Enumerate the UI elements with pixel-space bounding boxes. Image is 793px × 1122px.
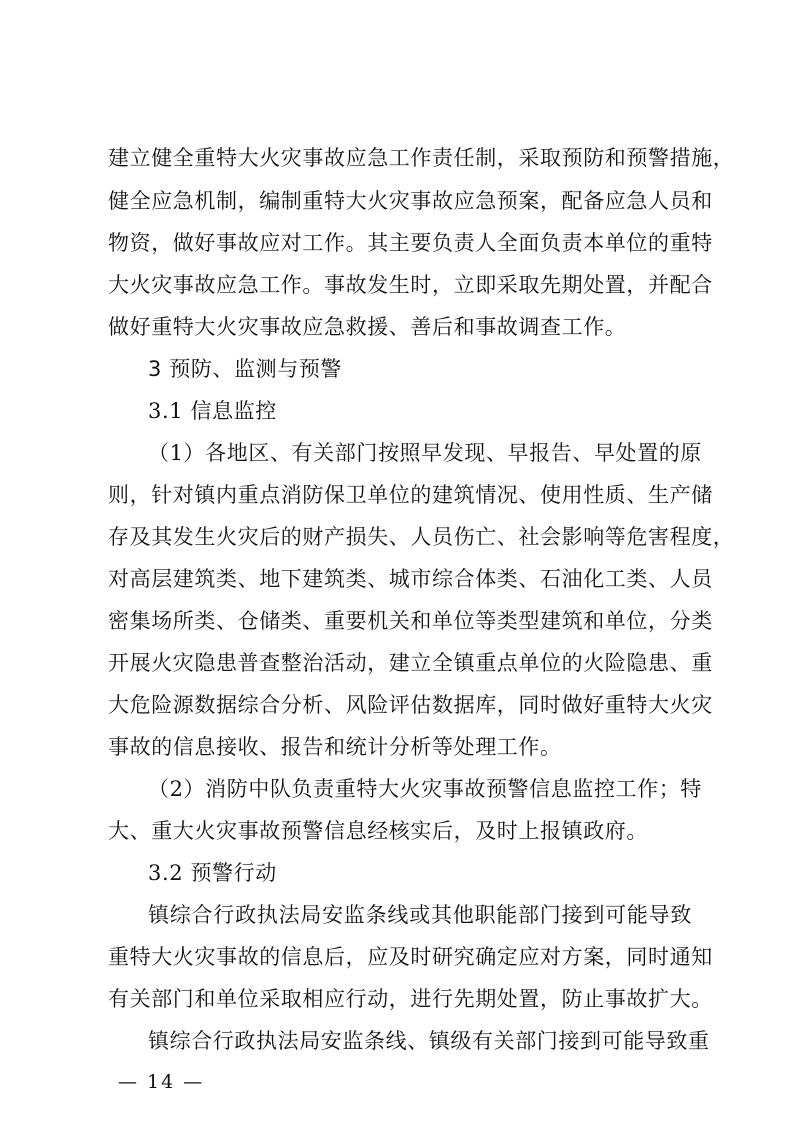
body-text-line: 密集场所类、仓储类、重要机关和单位等类型建筑和单位，分类 [108,609,713,633]
body-text-line: 大火灾事故应急工作。事故发生时，立即采取先期处置，并配合 [108,273,713,297]
body-text-line: 对高层建筑类、地下建筑类、城市综合体类、石油化工类、人员 [108,567,713,591]
body-text-line: 大危险源数据综合分析、风险评估数据库，同时做好重特大火灾 [108,693,713,717]
body-text-line: 镇综合行政执法局安监条线、镇级有关部门接到可能导致重 [148,1029,710,1053]
body-text-line: 则，针对镇内重点消防保卫单位的建筑情况、使用性质、生产储 [108,483,713,507]
body-text-line: 重特大火灾事故的信息后，应及时研究确定应对方案，同时通知 [108,945,713,969]
body-text-line: 大、重大火灾事故预警信息经核实后，及时上报镇政府。 [108,819,648,843]
body-text-line: （1）各地区、有关部门按照早发现、早报告、早处置的原 [148,441,702,465]
page-number: — 14 — [118,1071,205,1093]
body-text-line: 镇综合行政执法局安监条线或其他职能部门接到可能导致 [148,903,692,927]
body-text-line: 建立健全重特大火灾事故应急工作责任制，采取预防和预警措施， [108,146,735,170]
body-text-line: 健全应急机制，编制重特大火灾事故应急预案，配备应急人员和 [108,189,713,213]
body-text-line: 存及其发生火灾后的财产损失、人员伤亡、社会影响等危害程度， [108,525,735,549]
subsection-heading: 3.2 预警行动 [148,861,277,885]
subsection-heading: 3.1 信息监控 [148,399,277,423]
body-text-line: （2）消防中队负责重特大火灾事故预警信息监控工作；特 [148,777,702,801]
body-text-line: 开展火灾隐患普查整治活动，建立全镇重点单位的火险隐患、重 [108,651,713,675]
body-text-line: 做好重特大火灾事故应急救援、善后和事故调查工作。 [108,315,627,339]
section-heading: 3 预防、监测与预警 [148,357,343,381]
body-text-line: 物资，做好事故应对工作。其主要负责人全面负责本单位的重特 [108,231,713,255]
body-text-line: 事故的信息接收、报告和统计分析等处理工作。 [108,735,562,759]
body-text-line: 有关部门和单位采取相应行动，进行先期处置，防止事故扩大。 [108,987,713,1011]
